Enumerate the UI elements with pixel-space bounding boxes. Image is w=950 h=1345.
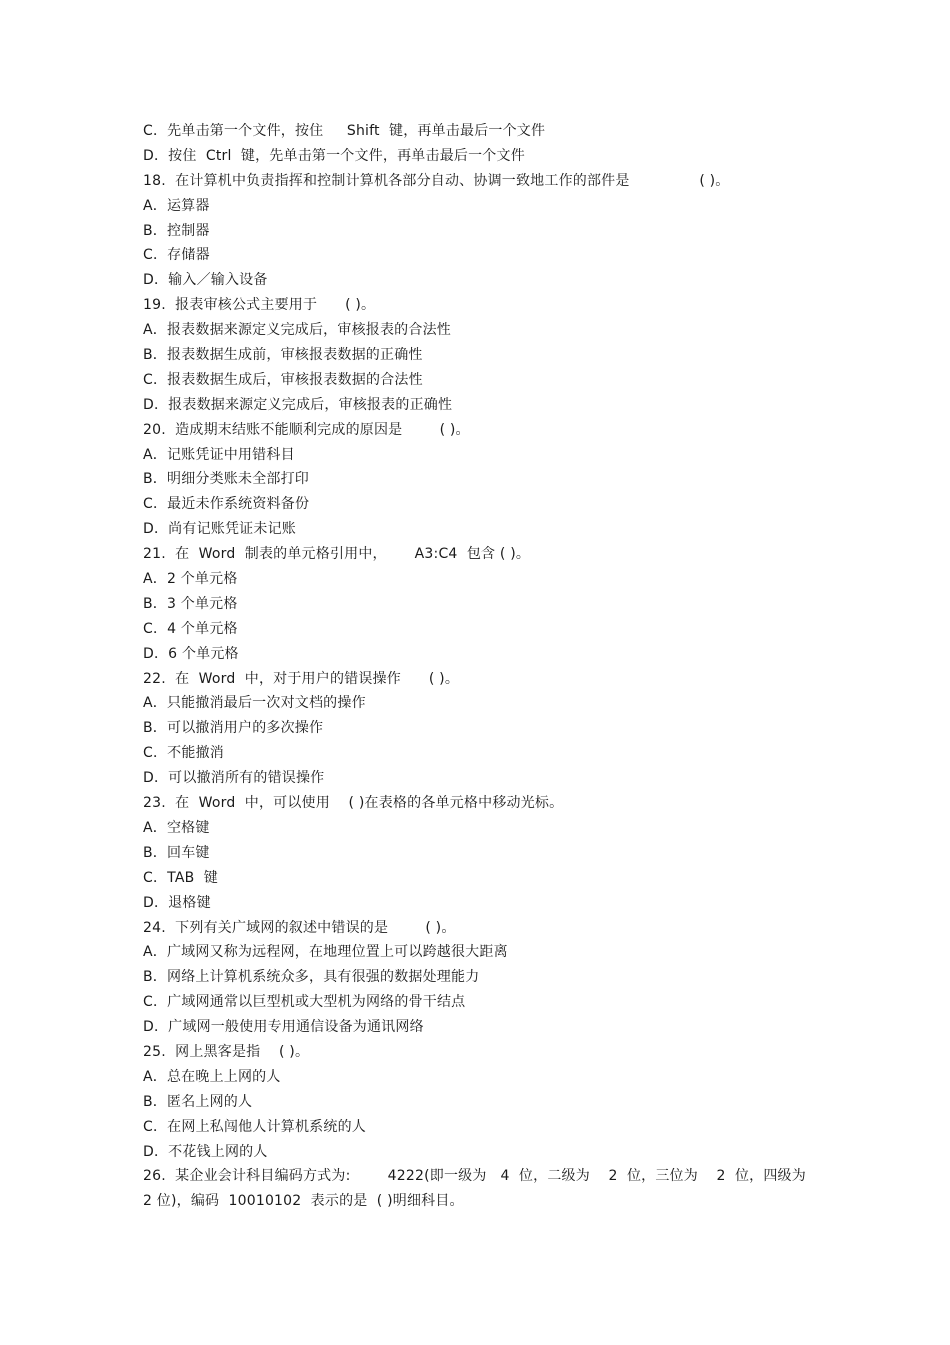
option-c-18: C．存储器 <box>143 247 210 264</box>
option-c-21: C．4 个单元格 <box>143 620 238 637</box>
option-d-25: D．不花钱上网的人 <box>143 1143 268 1160</box>
option-d-19: D．报表数据来源定义完成后，审核报表的正确性 <box>143 396 453 413</box>
option-b-20: B．明细分类账未全部打印 <box>143 471 310 488</box>
question-22: 22. 在 Word 中，对于用户的错误操作 ( )。 <box>143 670 460 687</box>
option-a-23: A．空格键 <box>143 819 210 836</box>
option-d-20: D．尚有记账凭证未记账 <box>143 521 296 538</box>
option-c-17: C．先单击第一个文件，按住 Shift 键，再单击最后一个文件 <box>143 123 546 139</box>
option-c-19: C．报表数据生成后，审核报表数据的合法性 <box>143 371 423 388</box>
option-c-24: C．广域网通常以巨型机或大型机为网络的骨干结点 <box>143 994 466 1011</box>
option-a-19: A．报表数据来源定义完成后，审核报表的合法性 <box>143 322 451 339</box>
question-20: 20. 造成期末结账不能顺利完成的原因是 ( )。 <box>143 421 470 438</box>
option-c-22: C．不能撤消 <box>143 745 224 762</box>
option-b-18: B．控制器 <box>143 222 210 239</box>
question-25: 25. 网上黑客是指 ( )。 <box>143 1043 310 1060</box>
question-19: 19. 报表审核公式主要用于 ( )。 <box>143 297 376 314</box>
option-d-21: D．6 个单元格 <box>143 645 239 662</box>
option-d-23: D．退格键 <box>143 894 211 911</box>
option-d-17: D．按住 Ctrl 键，先单击第一个文件，再单击最后一个文件 <box>143 147 525 164</box>
question-list <box>143 119 823 1214</box>
question-18: 18. 在计算机中负责指挥和控制计算机各部分自动、协调一致地工作的部件是 ( )。 <box>143 172 730 189</box>
option-b-21: B．3 个单元格 <box>143 595 238 612</box>
option-c-25: C．在网上私闯他人计算机系统的人 <box>143 1118 366 1135</box>
question-26-continued: 2 位)，编码 10010102 表示的是 ( )明细科目。 <box>143 1193 464 1210</box>
option-a-18: A．运算器 <box>143 197 210 214</box>
option-a-25: A．总在晚上上网的人 <box>143 1068 281 1085</box>
option-c-23: C．TAB 键 <box>143 869 218 886</box>
option-b-23: B．回车键 <box>143 844 210 861</box>
question-26: 26. 某企业会计科目编码方式为: 4222(即一级为 4 位，二级为 2 位，三位为 2 位，四级为 <box>143 1168 806 1185</box>
question-23: 23. 在 Word 中，可以使用 ( )在表格的各单元格中移动光标。 <box>143 795 564 812</box>
option-a-24: A．广域网又称为远程网，在地理位置上可以跨越很大距离 <box>143 944 508 961</box>
option-c-20: C．最近未作系统资料备份 <box>143 496 310 513</box>
option-b-22: B．可以撤消用户的多次操作 <box>143 720 324 737</box>
option-b-25: B．匿名上网的人 <box>143 1093 253 1110</box>
option-b-19: B．报表数据生成前，审核报表数据的正确性 <box>143 347 423 364</box>
option-a-21: A．2 个单元格 <box>143 571 238 588</box>
option-d-18: D．输入／输入设备 <box>143 272 268 289</box>
option-d-22: D．可以撤消所有的错误操作 <box>143 770 325 787</box>
option-a-20: A．记账凭证中用错科目 <box>143 446 295 463</box>
option-d-24: D．广域网一般使用专用通信设备为通讯网络 <box>143 1019 424 1036</box>
option-a-22: A．只能撤消最后一次对文档的操作 <box>143 695 366 712</box>
question-24: 24. 下列有关广域网的叙述中错误的是 ( )。 <box>143 919 456 936</box>
option-b-24: B．网络上计算机系统众多，具有很强的数据处理能力 <box>143 969 480 986</box>
question-21: 21. 在 Word 制表的单元格引用中， A3:C4 包含 ( )。 <box>143 546 531 563</box>
